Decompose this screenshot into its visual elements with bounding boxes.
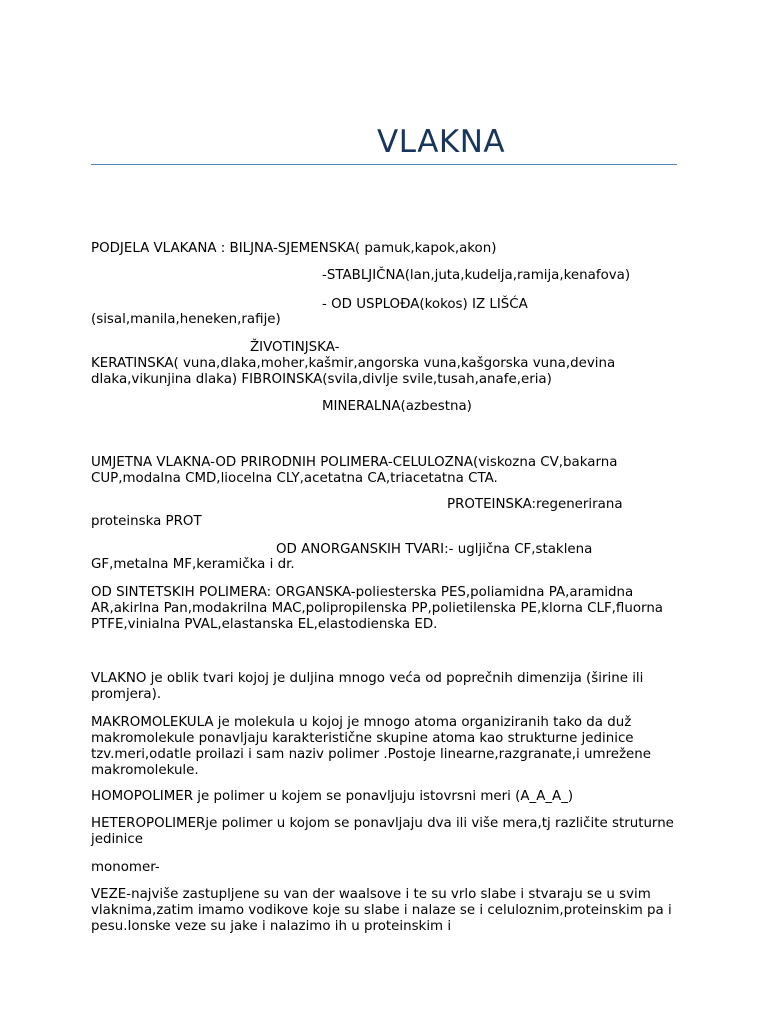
classification-mineral: MINERALNA(azbestna) [322,399,472,414]
classification-animal-heading: ŽIVOTINJSKA- [250,340,340,355]
classification-plant-seed: PODJELA VLAKANA : BILJNA-SJEMENSKA( pamuk,kapok,akon) [91,241,497,256]
title-underline [91,164,677,165]
artificial-protein-line: proteinska PROT [91,514,202,529]
definition-veze: VEZE-najviše zastupljene su van der waalsove i te su vrlo slabe i stvaraju se u svim vlaknima,zatim imamo vodikove koje su slabe i nalaze se i celuloznim,proteinskim pa i pesu.Ionske veze su jake i nalazimo ih u proteinskim i [91,887,672,934]
artificial-inorganic-heading: OD ANORGANSKIH TVARI:- ugljična CF,staklena [276,542,593,557]
artificial-inorganic-line: GF,metalna MF,keramička i dr. [91,557,295,572]
classification-animal-body: KERATINSKA( vuna,dlaka,moher,kašmir,angorska vuna,kašgorska vuna,devina dlaka,vikunjina dlaka) FIBROINSKA(svila,divlje svile,tusah,anafe,eria) [91,356,616,387]
definition-homopolimer: HOMOPOLIMER je polimer u kojem se ponavljuju istovrsni meri (A_A_A_) [91,789,574,804]
document-title: VLAKNA [377,124,506,160]
artificial-natural-polymers: UMJETNA VLAKNA-OD PRIRODNIH POLIMERA-CELULOZNA(viskozna CV,bakarna CUP,modalna CMD,liocelna CLY,acetatna CA,triacetatna CTA. [91,455,618,486]
artificial-synthetic: OD SINTETSKIH POLIMERA: ORGANSKA-poliesterska PES,poliamidna PA,aramidna AR,akirlna Pan,modakrilna MAC,polipropilenska PP,polietilenska PE,klorna CLF,fluorna PTFE,vinialna PVAL,elastanska EL,elastodienska ED. [91,585,664,632]
classification-plant-leaf: (sisal,manila,heneken,rafije) [91,312,281,327]
definition-heteropolimer: HETEROPOLIMERje polimer u kojom se ponavljaju dva ili više mera,tj različite struturne jedinice [91,816,674,847]
classification-plant-stem: -STABLJIČNA(lan,juta,kudelja,ramija,kenafova) [322,268,631,283]
definition-makromolekula: MAKROMOLEKULA je molekula u kojoj je mnogo atoma organiziranih tako da duž makromolekule ponavljaju karakteristične skupine atoma kao strukturne jedinice tzv.meri,odatle proilazi i sam naziv polimer .Postoje linearne,razgranate,i umrežene makromolekule. [91,715,652,778]
definition-monomer: monomer- [91,860,160,875]
classification-plant-fruit: - OD USPLOĐA(kokos) IZ LIŠĆA [322,297,528,312]
artificial-protein-heading: PROTEINSKA:regenerirana [447,497,623,512]
definition-vlakno: VLAKNO je oblik tvari kojoj je duljina mnogo veća od poprečnih dimenzija (širine ili promjera). [91,671,644,702]
